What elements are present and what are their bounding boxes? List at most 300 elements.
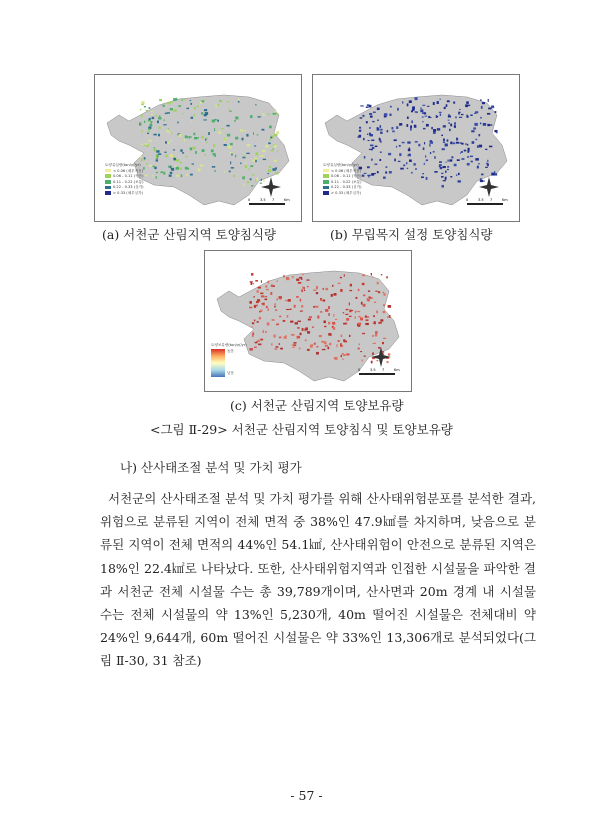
- map-cell: [371, 159, 373, 161]
- map-cell: [190, 136, 191, 137]
- map-cell: [302, 286, 303, 288]
- map-cell: [403, 165, 405, 167]
- map-cell: [381, 274, 382, 275]
- map-cell: [366, 319, 369, 320]
- map-cell: [454, 122, 456, 124]
- map-cell: [356, 297, 358, 299]
- map-cell: [275, 123, 276, 125]
- map-cell: [325, 345, 328, 347]
- map-cell: [146, 110, 149, 111]
- map-cell: [148, 119, 149, 121]
- map-cell: [300, 333, 302, 335]
- map-cell: [443, 142, 445, 143]
- map-cell: [402, 142, 405, 143]
- map-cell: [271, 343, 272, 345]
- map-cell: [327, 347, 329, 349]
- map-cell: [176, 159, 179, 161]
- map-cell: [427, 106, 429, 107]
- map-cell: [156, 150, 159, 152]
- map-cell: [375, 331, 377, 334]
- map-cell: [373, 112, 376, 113]
- map-cell: [372, 121, 374, 122]
- map-cell: [371, 140, 374, 141]
- map-cell: [443, 138, 445, 141]
- map-cell: [380, 129, 382, 131]
- map-cell: [358, 289, 360, 291]
- map-cell: [363, 138, 365, 140]
- map-cell: [260, 310, 262, 312]
- map-cell: [261, 303, 264, 304]
- map-cell: [182, 99, 185, 100]
- map-cell: [450, 142, 452, 145]
- map-cell: [252, 322, 254, 324]
- map-cell: [163, 172, 165, 175]
- map-cell: [155, 115, 157, 117]
- map-cell: [274, 306, 275, 308]
- map-cell: [287, 315, 289, 317]
- map-cell: [265, 331, 266, 333]
- map-cell: [261, 129, 264, 131]
- map-cell: [407, 117, 409, 119]
- map-cell: [214, 128, 215, 131]
- map-cell: [153, 134, 156, 136]
- map-cell: [373, 315, 375, 317]
- map-cell: [422, 116, 424, 117]
- map-cell: [284, 336, 287, 338]
- map-cell: [408, 154, 410, 155]
- map-cell: [372, 276, 373, 277]
- map-cell: [182, 152, 184, 153]
- map-cell: [170, 108, 173, 110]
- map-cell: [238, 101, 240, 102]
- map-cell: [177, 122, 178, 124]
- map-cell: [349, 335, 350, 337]
- map-cell: [343, 323, 346, 325]
- map-cell: [268, 308, 269, 311]
- map-cell: [204, 99, 205, 100]
- map-cell: [359, 135, 362, 138]
- map-cell: [275, 172, 278, 174]
- map-cell: [450, 176, 452, 177]
- map-cell: [251, 273, 253, 276]
- map-cell: [467, 163, 470, 166]
- legend-item: 0.06 - 0.11 (적음): [323, 174, 361, 180]
- map-cell: [474, 123, 477, 126]
- map-cell: [456, 138, 458, 141]
- map-cell: [288, 299, 291, 302]
- map-cell: [333, 314, 334, 317]
- map-cell: [296, 296, 299, 298]
- map-cell: [229, 171, 231, 173]
- map-cell: [415, 168, 417, 169]
- map-cell: [411, 172, 413, 174]
- map-cell: [441, 176, 443, 178]
- map-cell: [164, 152, 166, 153]
- map-cell: [329, 343, 331, 345]
- map-cell: [366, 106, 369, 107]
- map-cell: [158, 134, 160, 137]
- map-cell: [338, 283, 341, 284]
- map-cell: [249, 301, 251, 304]
- map-cell: [413, 163, 415, 165]
- map-cell: [267, 114, 270, 115]
- legend-title: 토양유실량(ton/㎡/yr): [323, 163, 359, 167]
- map-cell: [323, 349, 326, 350]
- map-cell: [428, 116, 430, 118]
- scale-label: 3.5: [260, 198, 266, 202]
- map-cell: [214, 170, 216, 172]
- map-cell: [377, 127, 379, 129]
- map-cell: [271, 284, 273, 287]
- map-cell: [184, 139, 185, 141]
- map-cell: [362, 175, 365, 177]
- map-cell: [193, 133, 195, 136]
- map-cell: [425, 116, 428, 117]
- map-cell: [415, 97, 418, 100]
- map-cell: [485, 167, 488, 168]
- legend-title: 토양유실량(ton/㎡/yr): [105, 163, 141, 167]
- map-cell: [358, 323, 361, 326]
- map-cell: [332, 285, 333, 287]
- map-cell: [279, 316, 281, 317]
- map-cell: [307, 331, 310, 334]
- map-cell: [479, 145, 482, 148]
- map-cell: [182, 113, 183, 114]
- map-cell: [258, 287, 261, 289]
- map-cell: [301, 305, 303, 308]
- map-cell: [374, 321, 376, 324]
- map-cell: [345, 314, 347, 315]
- map-cell: [494, 130, 497, 132]
- map-graphic: [95, 75, 301, 221]
- map-cell: [368, 140, 370, 141]
- map-cell: [456, 174, 457, 175]
- map-cell: [159, 115, 160, 118]
- map-cell: [240, 129, 243, 131]
- map-cell: [440, 113, 441, 116]
- map-cell: [409, 160, 412, 162]
- map-cell: [382, 342, 384, 344]
- map-cell: [338, 340, 340, 342]
- map-cell: [220, 101, 222, 103]
- map-cell: [369, 113, 372, 115]
- map-cell: [481, 106, 483, 109]
- map-cell: [316, 292, 318, 294]
- map-cell: [205, 138, 208, 139]
- map-cell: [380, 125, 382, 128]
- map-cell: [276, 346, 279, 347]
- map-cell: [466, 101, 469, 104]
- map-cell: [202, 149, 205, 152]
- map-cell: [324, 326, 326, 327]
- map-cell: [374, 173, 376, 174]
- map-cell: [190, 100, 191, 101]
- map-cell: [165, 155, 168, 157]
- map-cell: [190, 103, 192, 105]
- map-cell: [165, 113, 167, 114]
- scale-label: 7: [382, 368, 385, 372]
- map-cell: [235, 137, 238, 140]
- map-cell: [349, 316, 352, 317]
- map-cell: [144, 145, 146, 146]
- map-cell: [447, 100, 450, 102]
- map-cell: [372, 335, 374, 336]
- map-cell: [376, 311, 378, 314]
- map-legend: [211, 343, 247, 377]
- map-cell: [434, 171, 437, 173]
- map-cell: [480, 180, 483, 182]
- map-cell: [461, 151, 463, 153]
- map-cell: [168, 102, 171, 105]
- map-cell: [467, 151, 469, 152]
- map-cell: [336, 344, 337, 347]
- map-cell: [341, 335, 343, 337]
- map-cell: [140, 123, 142, 124]
- map-cell: [363, 115, 365, 117]
- map-cell: [169, 132, 171, 133]
- map-cell: [475, 158, 478, 160]
- map-cell: [344, 341, 347, 343]
- map-cell: [457, 159, 460, 161]
- map-cell: [168, 166, 170, 168]
- map-cell: [300, 299, 302, 302]
- map-cell: [148, 140, 151, 142]
- map-cell: [250, 281, 253, 282]
- map-cell: [274, 134, 277, 136]
- map-cell: [458, 173, 460, 175]
- map-cell: [170, 154, 173, 157]
- map-cell: [227, 134, 230, 137]
- legend-item: > 0.33 (매우심각): [105, 191, 143, 197]
- legend-low: 낮음: [227, 371, 234, 375]
- map-cell: [270, 292, 272, 295]
- map-cell: [156, 176, 157, 179]
- map-cell: [235, 155, 236, 158]
- map-cell: [147, 133, 149, 134]
- map-cell: [342, 359, 344, 360]
- map-cell: [489, 146, 492, 148]
- map-cell: [247, 144, 250, 147]
- map-cell: [481, 174, 483, 176]
- map-graphic: [313, 75, 519, 221]
- map-cell: [218, 131, 221, 133]
- map-cell: [211, 149, 214, 152]
- scale-label: Km: [394, 368, 400, 372]
- map-cell: [379, 138, 380, 139]
- scale-bar: [467, 203, 503, 205]
- map-cell: [279, 298, 281, 300]
- map-cell: [461, 114, 464, 115]
- map-cell: [422, 173, 424, 174]
- map-cell: [224, 171, 225, 172]
- map-cell: [446, 162, 447, 163]
- map-cell: [389, 171, 392, 173]
- map-cell: [305, 340, 307, 342]
- map-cell: [430, 141, 433, 144]
- map-cell: [268, 173, 269, 174]
- map-cell: [292, 276, 294, 277]
- map-cell: [166, 103, 168, 104]
- map-cell: [267, 281, 269, 284]
- map-cell: [257, 116, 260, 117]
- map-cell: [251, 185, 253, 186]
- map-cell: [277, 280, 278, 282]
- map-cell: [349, 310, 351, 313]
- map-cell: [439, 112, 442, 113]
- map-cell: [171, 168, 174, 171]
- figure-a-caption: (a) 서천군 산림지역 토양침식량: [102, 227, 277, 242]
- map-cell: [252, 283, 253, 284]
- map-cell: [275, 167, 277, 169]
- scale-label: Km: [284, 198, 290, 202]
- map-cell: [261, 179, 262, 181]
- map-cell: [202, 136, 204, 139]
- map-cell: [264, 299, 267, 301]
- map-cell: [242, 176, 245, 179]
- map-cell: [475, 111, 478, 113]
- map-cell: [181, 174, 183, 177]
- scale-label: Km: [502, 198, 508, 202]
- map-cell: [245, 162, 246, 164]
- map-cell: [460, 153, 461, 154]
- map-cell: [250, 348, 253, 350]
- map-cell: [485, 149, 487, 150]
- map-cell: [270, 137, 272, 139]
- scale-label: 0: [248, 198, 251, 202]
- map-cell: [214, 155, 216, 157]
- map-cell: [276, 131, 279, 134]
- map-cell: [368, 175, 369, 177]
- map-cell: [388, 153, 391, 155]
- map-cell: [304, 290, 305, 292]
- map-cell: [375, 334, 377, 337]
- map-cell: [163, 124, 166, 125]
- map-cell: [431, 127, 432, 129]
- map-cell: [394, 159, 396, 162]
- map-cell: [453, 142, 455, 144]
- map-cell: [246, 153, 249, 154]
- map-cell: [258, 344, 261, 346]
- map-cell: [394, 139, 397, 141]
- map-cell: [227, 101, 230, 102]
- map-cell: [439, 161, 442, 163]
- map-cell: [482, 102, 485, 104]
- map-cell: [422, 121, 423, 122]
- map-cell: [473, 127, 476, 129]
- map-cell: [242, 138, 244, 141]
- scale-label: 7: [272, 198, 275, 202]
- map-cell: [325, 309, 328, 312]
- map-cell: [243, 185, 245, 186]
- map-cell: [375, 146, 378, 147]
- map-cell: [480, 117, 481, 118]
- map-cell: [186, 168, 189, 170]
- map-cell: [275, 309, 277, 310]
- map-cell: [367, 316, 369, 317]
- map-cell: [343, 312, 344, 313]
- map-cell: [255, 160, 257, 163]
- map-cell: [323, 299, 325, 301]
- map-cell: [430, 152, 431, 154]
- map-cell: [255, 104, 256, 105]
- map-cell: [307, 349, 310, 351]
- map-cell: [140, 156, 142, 158]
- legend-item: 0.22 - 0.33 (심각): [323, 185, 361, 191]
- figure-caption: <그림 Ⅱ-29> 서천군 산림지역 토양침식 및 토양보유량: [150, 422, 453, 437]
- body-paragraph: 서천군의 산사태조절 분석 및 가치 평가를 위해 산사태위험분포를 분석한 결과, 위험으로 분류된 지역이 전체 면적 중 38%인 47.9㎢를 차지하며, 낮음으로 분류된 지역이 전체 면적의 44%인 54.1㎢, 산사태위험이 안전으로 분류된 지역은 18%인 22.4㎢로 나타났다. 또한, 산사태위험지역과 인접한 시설물을 파악한 결과 서천군 전체 시설물 수는 총 39,789개이며, 산사면과 20m 경계 내 시설물 수는 전체 시설물의 약 13%인 5,230개, 40m 떨어진 시설물은 전체대비 약 24%인 9,644개, 60m 떨어진 시설물은 약 33%인 13,306개로 분석되었다(그림 Ⅱ-30, 31 참조): [100, 491, 536, 669]
- map-cell: [212, 166, 215, 168]
- map-cell: [153, 149, 156, 152]
- map-cell: [226, 125, 229, 127]
- map-cell: [480, 123, 481, 125]
- map-cell: [146, 163, 147, 165]
- map-cell: [406, 124, 408, 127]
- map-cell: [251, 282, 252, 285]
- page-number: - 57 -: [290, 788, 323, 803]
- map-cell: [152, 175, 153, 176]
- map-cell: [291, 334, 294, 336]
- map-cell: [446, 104, 448, 107]
- map-cell: [458, 180, 461, 182]
- map-cell: [370, 145, 373, 147]
- map-legend: [323, 163, 361, 197]
- map-cell: [254, 305, 256, 308]
- map-cell: [321, 341, 324, 343]
- map-cell: [245, 165, 247, 168]
- map-cell: [445, 143, 448, 146]
- map-cell: [455, 116, 456, 118]
- map-cell: [263, 159, 266, 160]
- map-cell: [448, 114, 450, 115]
- map-cell: [328, 322, 330, 325]
- map-cell: [344, 274, 345, 276]
- map-cell: [399, 123, 402, 126]
- map-cell: [456, 142, 459, 144]
- map-cell: [425, 155, 426, 157]
- map-cell: [167, 112, 170, 113]
- map-cell: [297, 336, 300, 339]
- map-cell: [231, 167, 234, 168]
- map-cell: [180, 149, 182, 152]
- map-cell: [402, 101, 403, 103]
- map-cell: [156, 159, 158, 161]
- map-cell: [323, 288, 324, 290]
- map-cell: [272, 113, 275, 115]
- map-cell: [151, 111, 153, 112]
- map-cell: [385, 171, 387, 173]
- map-cell: [332, 322, 335, 325]
- map-cell: [494, 173, 497, 175]
- map-cell: [310, 345, 313, 348]
- map-cell: [377, 120, 379, 121]
- map-cell: [424, 142, 425, 144]
- map-cell: [487, 124, 490, 126]
- map-cell: [250, 165, 253, 167]
- map-cell: [257, 340, 259, 342]
- map-cell: [366, 121, 368, 123]
- map-cell: [266, 289, 269, 290]
- map-cell: [261, 280, 262, 283]
- map-cell: [400, 168, 403, 170]
- map-cell: [204, 109, 207, 111]
- map-cell: [414, 108, 415, 110]
- map-cell: [398, 161, 401, 162]
- map-cell: [378, 291, 380, 293]
- map-cell: [185, 135, 187, 136]
- map-cell: [198, 168, 201, 171]
- map-soil-retention: [204, 250, 412, 392]
- map-cell: [194, 107, 196, 109]
